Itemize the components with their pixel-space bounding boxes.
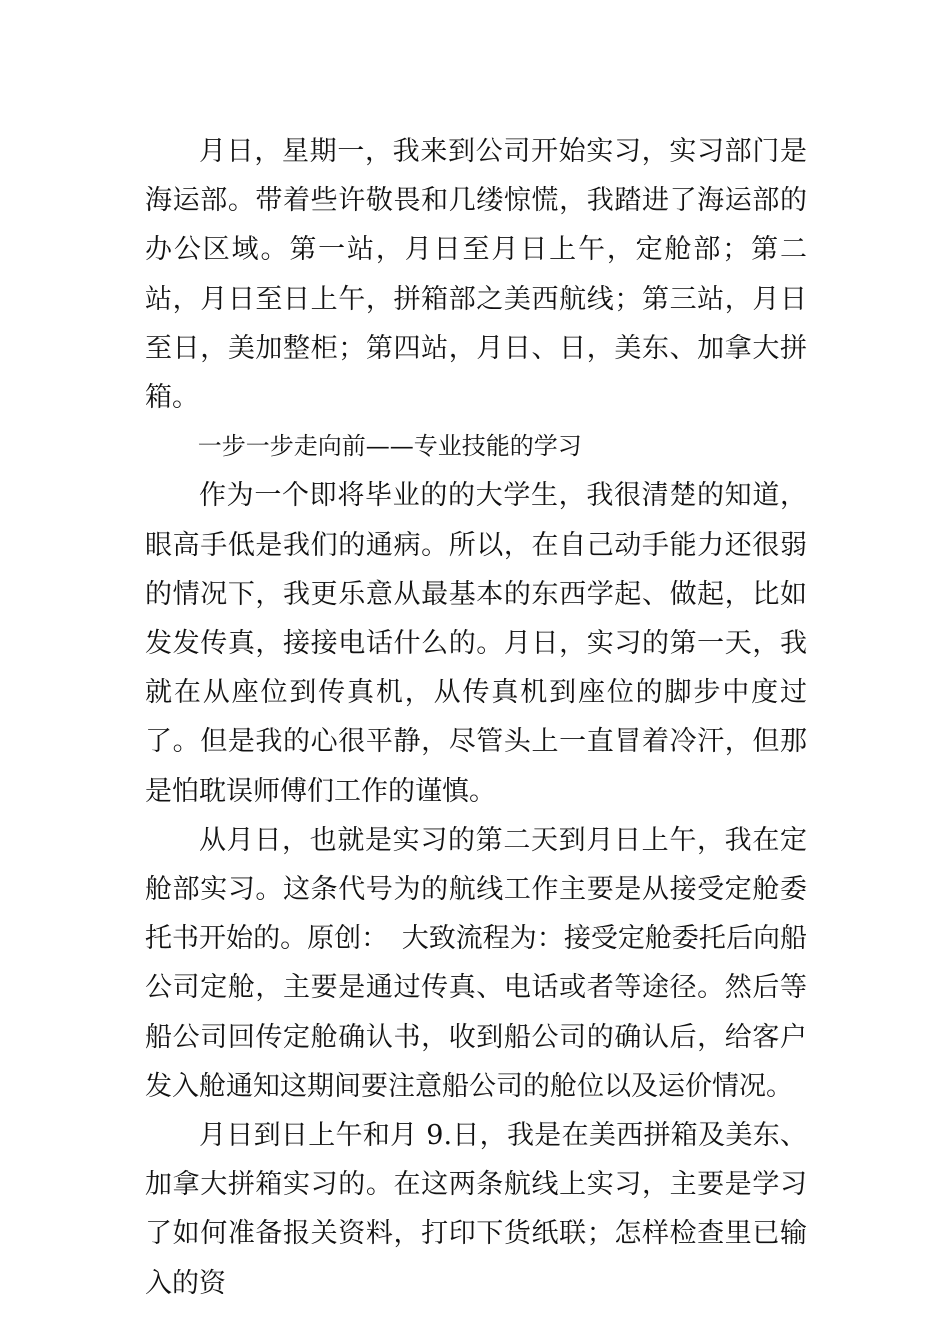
paragraph-consolidation: 月日到日上午和月 9.日，我是在美西拼箱及美东、加拿大拼箱实习的。在这两条航线上实习，主要是学习了如何准备报关资料，打印下货纸联；怎样检查里已输入的资 <box>145 1120 807 1299</box>
section-heading: 一步一步走向前——专业技能的学习 <box>197 432 582 461</box>
paragraph-booking-department: 从月日，也就是实习的第二天到月日上午，我在定舱部实习。这条代号为的航线工作主要是从接受定舱委托书开始的。原创： 大致流程为：接受定舱委托后向船公司定舱，主要是通过传真、电话或者等途径。然后等船公司回传定舱确认书，收到船公司的确认后，给客户发入舱通知这期间要注意船公司的舱位以及运价情况。 <box>145 824 807 1102</box>
document-body <box>145 127 807 1308</box>
paragraph-internship-start: 月日，星期一，我来到公司开始实习，实习部门是海运部。带着些许敬畏和几缕惊慌，我踏进了海运部的办公区域。第一站，月日至月日上午，定舱部；第二站，月日至日上午，拼箱部之美西航线；第三站，月日至日，美加整柜；第四站，月日、日，美东、加拿大拼箱。 <box>145 136 807 414</box>
paragraph-basic-skills: 作为一个即将毕业的的大学生，我很清楚的知道，眼高手低是我们的通病。所以，在自己动手能力还很弱的情况下，我更乐意从最基本的东西学起、做起，比如发发传真，接接电话什么的。月日，实习的第一天，我就在从座位到传真机，从传真机到座位的脚步中度过了。但是我的心很平静，尽管头上一直冒着冷汗，但那是怕耽误师傅们工作的谨慎。 <box>145 480 807 807</box>
